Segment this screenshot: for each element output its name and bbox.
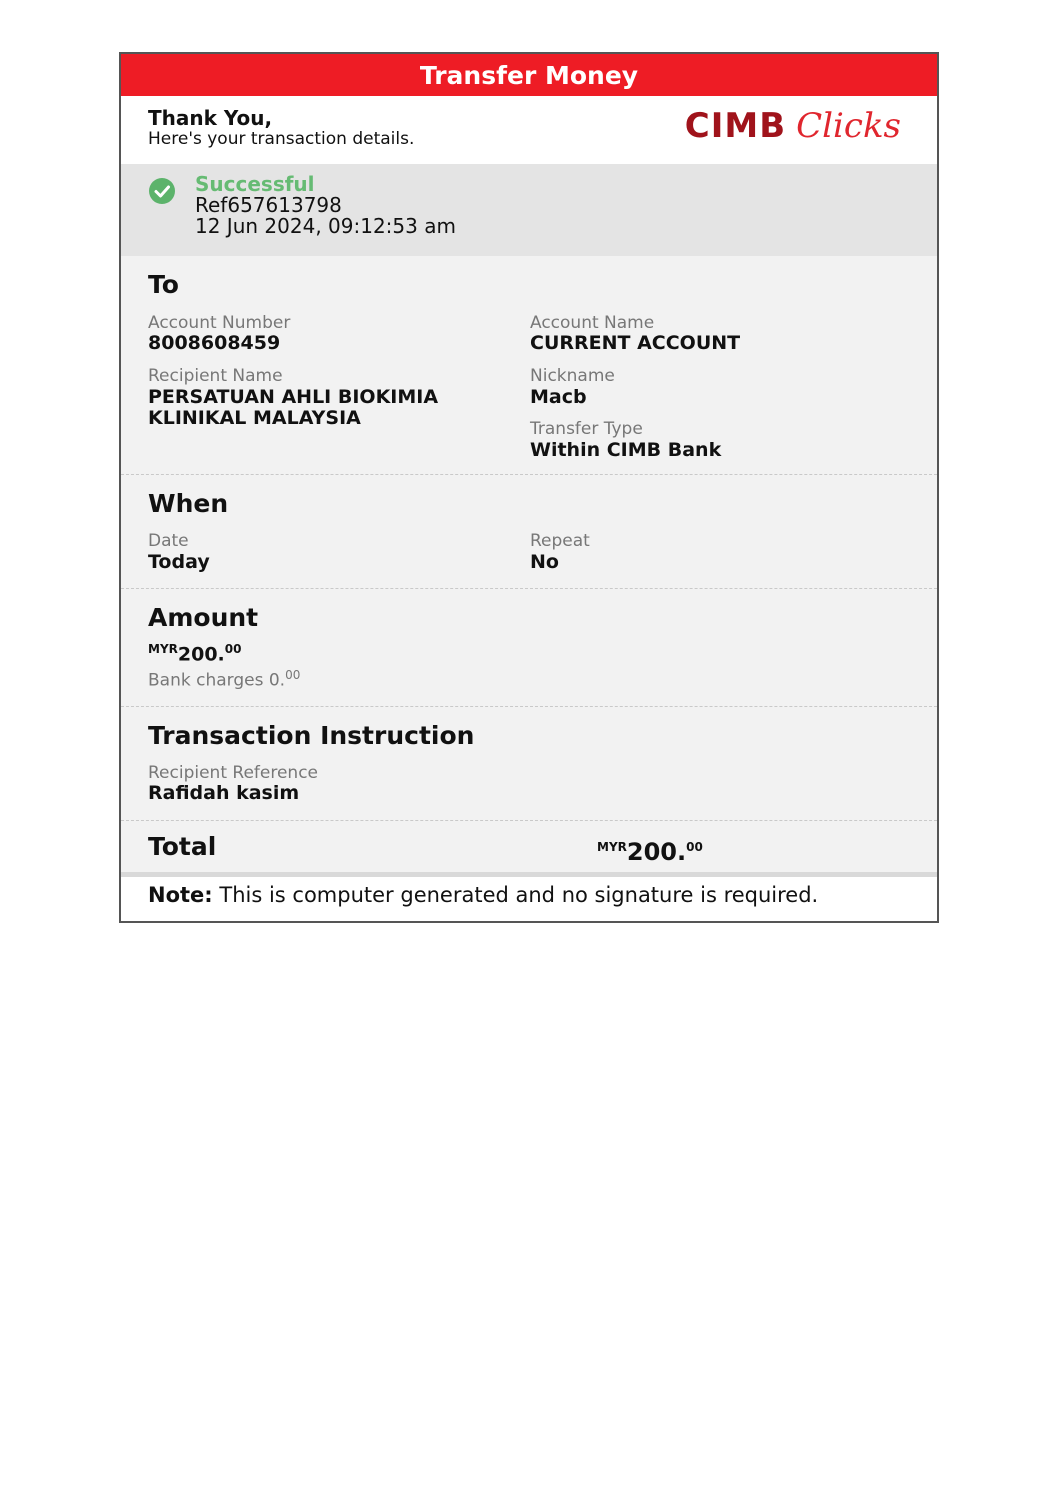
transfer-type-label: Transfer Type [530,419,643,439]
recipient-name-line1: PERSATUAN AHLI BIOKIMIA [148,386,439,408]
repeat-label: Repeat [530,531,590,551]
bank-charges-cents: 00 [285,668,301,682]
thanks-subtitle: Here's your transaction details. [148,129,415,149]
transaction-receipt [119,52,939,923]
account-number-value: 8008608459 [148,332,281,354]
account-number-label: Account Number [148,313,291,333]
nickname-label: Nickname [530,366,615,386]
status-panel [121,164,937,256]
bank-charges [148,668,300,691]
receipt-body [121,256,937,881]
note-label: Note: [148,883,213,907]
thanks-heading: Thank You, [148,106,273,130]
footer-note [121,872,937,921]
total-currency: MYR [597,840,627,854]
instruction-title: Transaction Instruction [148,721,475,750]
page-title: Transfer Money [121,54,937,96]
amount-currency: MYR [148,642,178,656]
total-cents: 00 [686,840,703,854]
total-whole: 200. [626,838,687,866]
account-name-value: CURRENT ACCOUNT [530,332,741,354]
nickname-value: Macb [530,386,587,408]
recipient-name-label: Recipient Name [148,366,283,386]
note-text: This is computer generated and no signature is required. [219,883,819,907]
check-circle-icon [149,178,175,204]
transaction-datetime: 12 Jun 2024, 09:12:53 am [195,214,456,238]
logo-cimb-text: CIMB [684,106,787,146]
account-name-label: Account Name [530,313,655,333]
when-title: When [148,489,229,518]
to-title: To [148,270,179,299]
status-badge: Successful [195,172,315,196]
cimb-clicks-logo [685,106,901,146]
amount-title: Amount [148,603,259,632]
total-title: Total [148,832,217,861]
receipt-header [121,96,937,164]
to-section [121,256,937,475]
amount-whole: 200. [177,643,225,666]
recipient-name-line2: KLINIKAL MALAYSIA [148,407,361,429]
date-value: Today [148,551,210,573]
recipient-reference-label: Recipient Reference [148,763,318,783]
repeat-value: No [530,551,559,573]
logo-clicks-text: Clicks [796,106,901,146]
reference-number: Ref657613798 [195,193,342,217]
when-section [121,475,937,589]
amount-section [121,589,937,707]
recipient-reference-value: Rafidah kasim [148,782,300,804]
transfer-type-value: Within CIMB Bank [530,439,722,461]
status-details [195,174,456,237]
amount-cents: 00 [224,642,242,656]
instruction-section [121,707,937,821]
total-value [597,834,703,865]
date-label: Date [148,531,189,551]
bank-charges-label: Bank charges 0. [148,670,286,691]
amount-value [148,639,241,665]
